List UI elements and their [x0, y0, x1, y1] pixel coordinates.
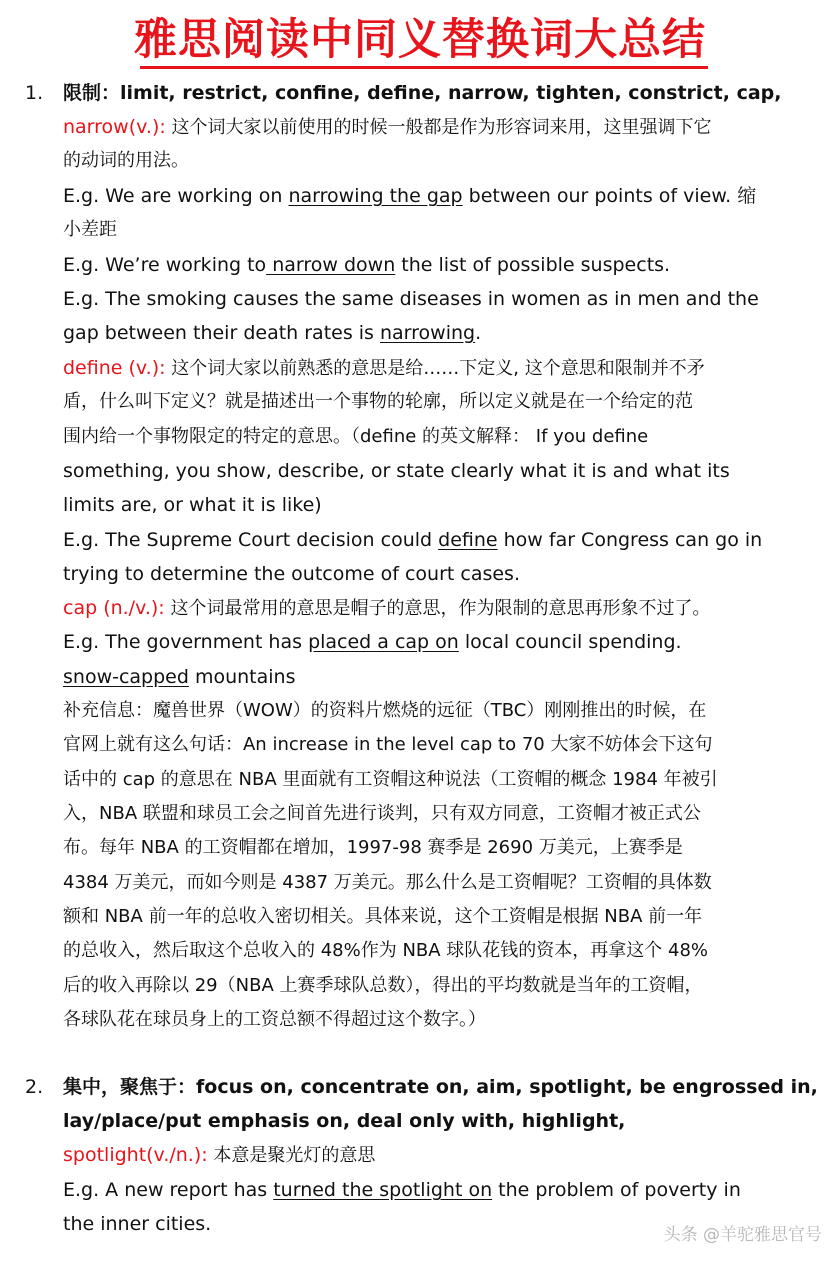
extra-info-line-3: 话中的 cap 的意思在 NBA 里面就有工资帽这种说法（工资帽的概念 1984 年被引	[63, 769, 718, 790]
example-5-underline: placed a cap on	[308, 631, 459, 653]
cap-label: cap (n./v.):	[63, 597, 165, 619]
page-title: 雅思阅读中同义替换词大总结	[134, 15, 706, 65]
example-7-text-b: the problem of poverty in	[492, 1179, 741, 1201]
extra-info-line-2: 官网上就有这么句话：An increase in the level cap to 70 大家不妨体会下这句	[63, 734, 713, 755]
example-3-text-c: .	[475, 322, 482, 344]
define-label: define (v.):	[63, 357, 166, 379]
cap-definition-line	[63, 591, 803, 626]
example-4-line-1	[63, 523, 803, 557]
example-7-text-a: E.g. A new report has	[63, 1179, 274, 1201]
spotlight-desc: 本意是聚光灯的意思	[207, 1145, 376, 1166]
example-6-text-b: mountains	[188, 666, 296, 688]
example-1-text-a: E.g. We are working on	[63, 185, 289, 207]
section-1-number: 1.	[25, 82, 44, 104]
example-4-underline: define	[438, 529, 498, 551]
example-7-line-2: the inner cities.	[63, 1213, 212, 1235]
example-5-text-b: local council spending.	[458, 631, 682, 653]
extra-info-line-5: 布。每年 NBA 的工资帽都在增加，1997-98 赛季是 2690 万美元，上赛季是	[63, 837, 683, 858]
example-2-text-a: E.g. We’re working to	[63, 254, 267, 276]
example-6-underline: snow-capped	[63, 666, 189, 688]
title-underline	[140, 66, 708, 69]
extra-info-line-6: 4384 万美元，而如今则是 4387 万美元。那么什么是工资帽呢？工资帽的具体数	[63, 872, 712, 893]
example-3-line-2	[63, 316, 803, 350]
spotlight-definition-line	[63, 1138, 803, 1173]
example-1-underline: narrowing the gap	[288, 185, 463, 207]
example-2-underline: narrow down	[266, 254, 396, 276]
example-3-line-1: E.g. The smoking causes the same diseases in women as in men and the	[63, 288, 759, 310]
cap-desc: 这个词最常用的意思是帽子的意思，作为限制的意思再形象不过了。	[164, 598, 711, 619]
extra-info-line-7: 额和 NBA 前一年的总收入密切相关。具体来说，这个工资帽是根据 NBA 前一年	[63, 906, 703, 927]
extra-info-line-10: 各球队花在球员身上的工资总额不得超过这个数字。）	[63, 1009, 486, 1030]
define-desc-1: 这个词大家以前熟悉的意思是给……下定义, 这个意思和限制并不矛	[165, 358, 705, 379]
section-1-heading: 限制：limit, restrict, confine, define, narrow, tighten, constrict, cap,	[63, 82, 782, 104]
example-7-underline: turned the spotlight on	[273, 1179, 493, 1201]
example-3-underline: narrowing	[380, 322, 476, 344]
section-2-number: 2.	[25, 1076, 44, 1098]
example-5-line	[63, 625, 803, 659]
example-5-text-a: E.g. The government has	[63, 631, 309, 653]
spotlight-label: spotlight(v./n.):	[63, 1144, 208, 1166]
example-4-text-b: how far Congress can go in	[497, 529, 763, 551]
extra-info-line-9: 后的收入再除以 29（NBA 上赛季球队总数），得出的平均数就是当年的工资帽，	[63, 975, 703, 996]
extra-info-line-4: 入，NBA 联盟和球员工会之间首先进行谈判，只有双方同意，工资帽才被正式公	[63, 803, 701, 824]
example-7-line-1	[63, 1173, 803, 1207]
define-definition-line-5: limits are, or what it is like)	[63, 494, 322, 516]
extra-info-line-8: 的总收入，然后取这个总收入的 48%作为 NBA 球队花钱的资本，再拿这个 48%	[63, 940, 709, 961]
narrow-label: narrow(v.):	[63, 116, 166, 138]
example-6-line	[63, 660, 803, 694]
narrow-definition-line-1	[63, 110, 803, 145]
example-4-text-a: E.g. The Supreme Court decision could	[63, 529, 439, 551]
narrow-definition-line-2: 的动词的用法。	[63, 150, 189, 171]
section-2-heading-line-2: lay/place/put emphasis on, deal only with, highlight,	[63, 1110, 626, 1132]
define-definition-line-4: something, you show, describe, or state clearly what it is and what its	[63, 460, 730, 482]
example-4-line-2: trying to determine the outcome of court cases.	[63, 563, 520, 585]
section-2-heading-line-1: 集中，聚焦于：focus on, concentrate on, aim, spotlight, be engrossed in,	[63, 1076, 818, 1098]
extra-info-line-1: 补充信息：魔兽世界（WOW）的资料片燃烧的远征（TBC）刚刚推出的时候，在	[63, 700, 707, 721]
example-3-text-b: gap between their death rates is	[63, 322, 380, 344]
example-1-line-2: 小差距	[63, 219, 117, 240]
example-1-text-b: between our points of view. 缩	[462, 185, 757, 207]
example-1-line-1	[63, 179, 803, 213]
example-2-line	[63, 248, 803, 282]
example-2-text-b: the list of possible suspects.	[395, 254, 671, 276]
define-definition-line-1	[63, 351, 803, 386]
define-definition-line-3: 围内给一个事物限定的特定的意思。（define 的英文解释： If you define	[63, 426, 649, 447]
narrow-desc-1: 这个词大家以前使用的时候一般都是作为形容词来用，这里强调下它	[165, 117, 712, 138]
watermark: 头条 @羊驼雅思官号	[663, 1225, 822, 1245]
define-definition-line-2: 盾，什么叫下定义？就是描述出一个事物的轮廓，所以定义就是在一个给定的范	[63, 391, 693, 412]
